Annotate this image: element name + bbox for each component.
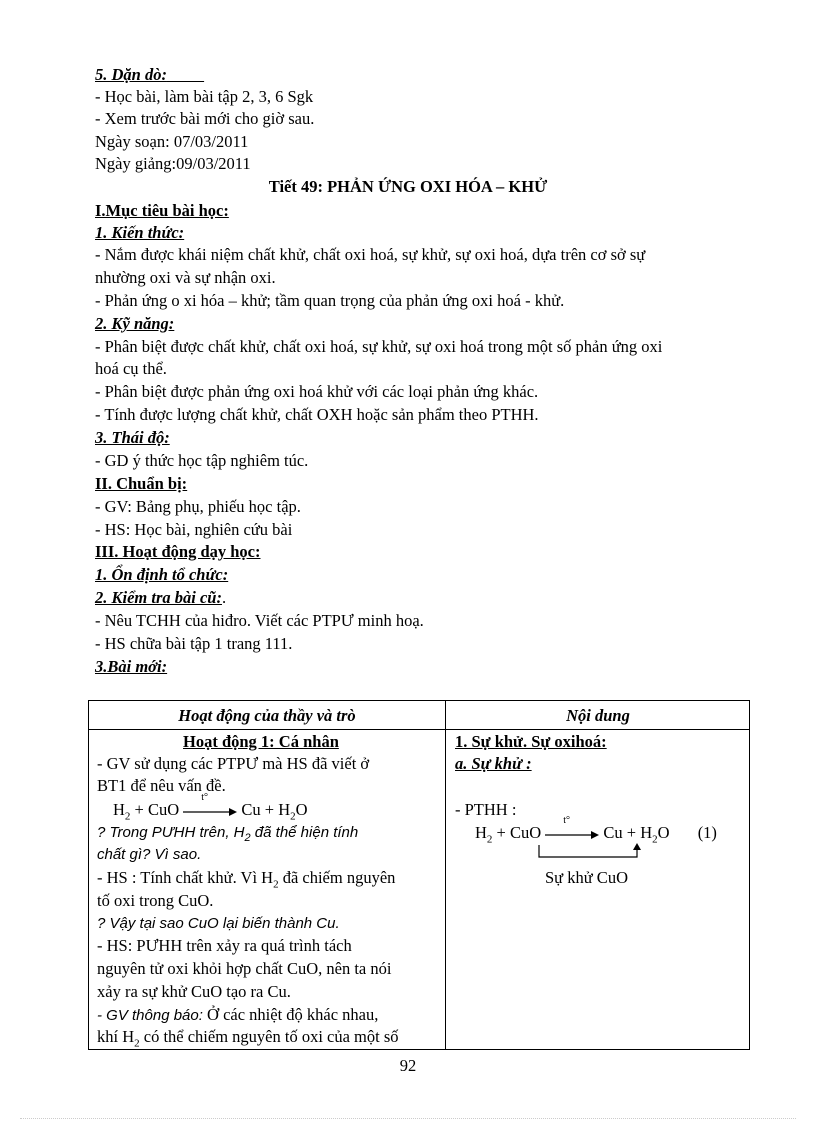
- skills-line-1b: hoá cụ thể.: [95, 359, 167, 378]
- section-1-heading: I.Mục tiêu bài học:: [95, 201, 229, 220]
- answer-2b: nguyên tử oxi khỏi hợp chất CuO, nên ta nói: [97, 959, 392, 978]
- new-lesson-heading: 3.Bài mới:: [95, 657, 168, 676]
- teacher-note: - GV thông báo: Ở các nhiệt độ khác nhau,: [97, 1005, 379, 1024]
- col2-header: Nội dung: [566, 706, 630, 725]
- page-footer-rule: [20, 1118, 796, 1119]
- question-2: ? Vậy tại sao CuO lại biến thành Cu.: [97, 915, 340, 932]
- knowledge-line-1b: nhường oxi và sự nhận oxi.: [95, 268, 276, 287]
- col1-header: Hoạt động của thầy và trò: [178, 706, 356, 725]
- equation-right: $H_2$ + CuO t° $Cu + H_2O$ (1): [475, 815, 717, 846]
- reaction-arrow: t°: [545, 826, 599, 838]
- attitude-line-1: - GD ý thức học tập nghiêm túc.: [95, 451, 309, 470]
- review-heading: 2. Kiểm tra bài cũ:.: [95, 588, 227, 607]
- page-number: 92: [399, 1056, 417, 1075]
- prep-date: Ngày soạn: 07/03/2011: [95, 132, 249, 151]
- class-org-heading: 1. Ổn định tổ chức:: [95, 565, 229, 584]
- prep-hs: - HS: Học bài, nghiên cứu bài: [95, 520, 293, 539]
- knowledge-line-2: - Phản ứng o xi hóa – khử; tầm quan trọng của phản ứng oxi hoá - khử.: [95, 291, 565, 310]
- question-1: ? Trong PƯHH trên, $H_2$ đã thể hiện tính: [97, 824, 359, 844]
- cell-line: - GV sử dụng các PTPƯ mà HS đã viết ở: [97, 754, 370, 773]
- activity-1-heading: Hoạt động 1: Cá nhân: [183, 732, 339, 751]
- section-2-heading: II. Chuẩn bị:: [95, 474, 188, 493]
- answer-1b: tố oxi trong CuO.: [97, 891, 214, 910]
- answer-2c: xảy ra sự khử CuO tạo ra Cu.: [97, 982, 291, 1001]
- question-1b: chất gì? Vì sao.: [97, 846, 202, 863]
- reduction-bracket: [537, 843, 647, 865]
- skills-line-3: - Tính được lượng chất khử, chất OXH hoặc sản phẩm theo PTHH.: [95, 405, 539, 424]
- review-line-1: - Nêu TCHH của hiđro. Viết các PTPƯ minh hoạ.: [95, 611, 424, 630]
- column-divider: [445, 701, 446, 1049]
- header-divider: [89, 729, 749, 730]
- teacher-note-2: khí $H_2$ có thể chiếm nguyên tố oxi của một số: [97, 1027, 399, 1050]
- prep-gv: - GV: Bảng phụ, phiếu học tập.: [95, 497, 301, 516]
- knowledge-heading: 1. Kiến thức:: [95, 223, 185, 242]
- homework-line-2: - Xem trước bài mới cho giờ sau.: [95, 109, 315, 128]
- skills-line-1: - Phân biệt được chất khử, chất oxi hoá, sự khử, sự oxi hoá trong một số phản ứng oxi: [95, 337, 663, 356]
- right-heading-2: a. Sự khử :: [455, 754, 532, 773]
- section-3-heading: III. Hoạt động dạy học:: [95, 542, 261, 561]
- reduction-label: Sự khử CuO: [545, 868, 628, 887]
- teach-date: Ngày giảng:09/03/2011: [95, 154, 251, 173]
- right-heading-1: 1. Sự khử. Sự oxihoá:: [455, 732, 607, 751]
- knowledge-line-1: - Nắm được khái niệm chất khử, chất oxi hoá, sự khử, sự oxi hoá, dựa trên cơ sở sự: [95, 245, 646, 264]
- section-5-heading: 5. Dặn dò:: [95, 65, 167, 84]
- reaction-arrow: t°: [183, 803, 237, 815]
- lesson-table: [88, 700, 750, 1050]
- equation-left: $H_2$ + CuO t° $Cu + H_2O$: [113, 792, 308, 823]
- lesson-title: Tiết 49: PHẢN ỨNG OXI HÓA – KHỬ: [268, 177, 548, 196]
- review-line-2: - HS chữa bài tập 1 trang 111.: [95, 634, 293, 653]
- answer-1: - HS : Tính chất khử. Vì $H_2$ đã chiếm nguyên: [97, 868, 396, 891]
- cell-line: BT1 để nêu vấn đề.: [97, 776, 226, 795]
- skills-heading: 2. Kỹ năng:: [95, 314, 175, 333]
- skills-line-2: - Phân biệt được phản ứng oxi hoá khử với các loại phản ứng khác.: [95, 382, 539, 401]
- answer-2: - HS: PƯHH trên xảy ra quá trình tách: [97, 936, 352, 955]
- right-pthh: - PTHH :: [455, 800, 517, 819]
- homework-line-1: - Học bài, làm bài tập 2, 3, 6 Sgk: [95, 87, 314, 106]
- attitude-heading: 3. Thái độ:: [95, 428, 170, 447]
